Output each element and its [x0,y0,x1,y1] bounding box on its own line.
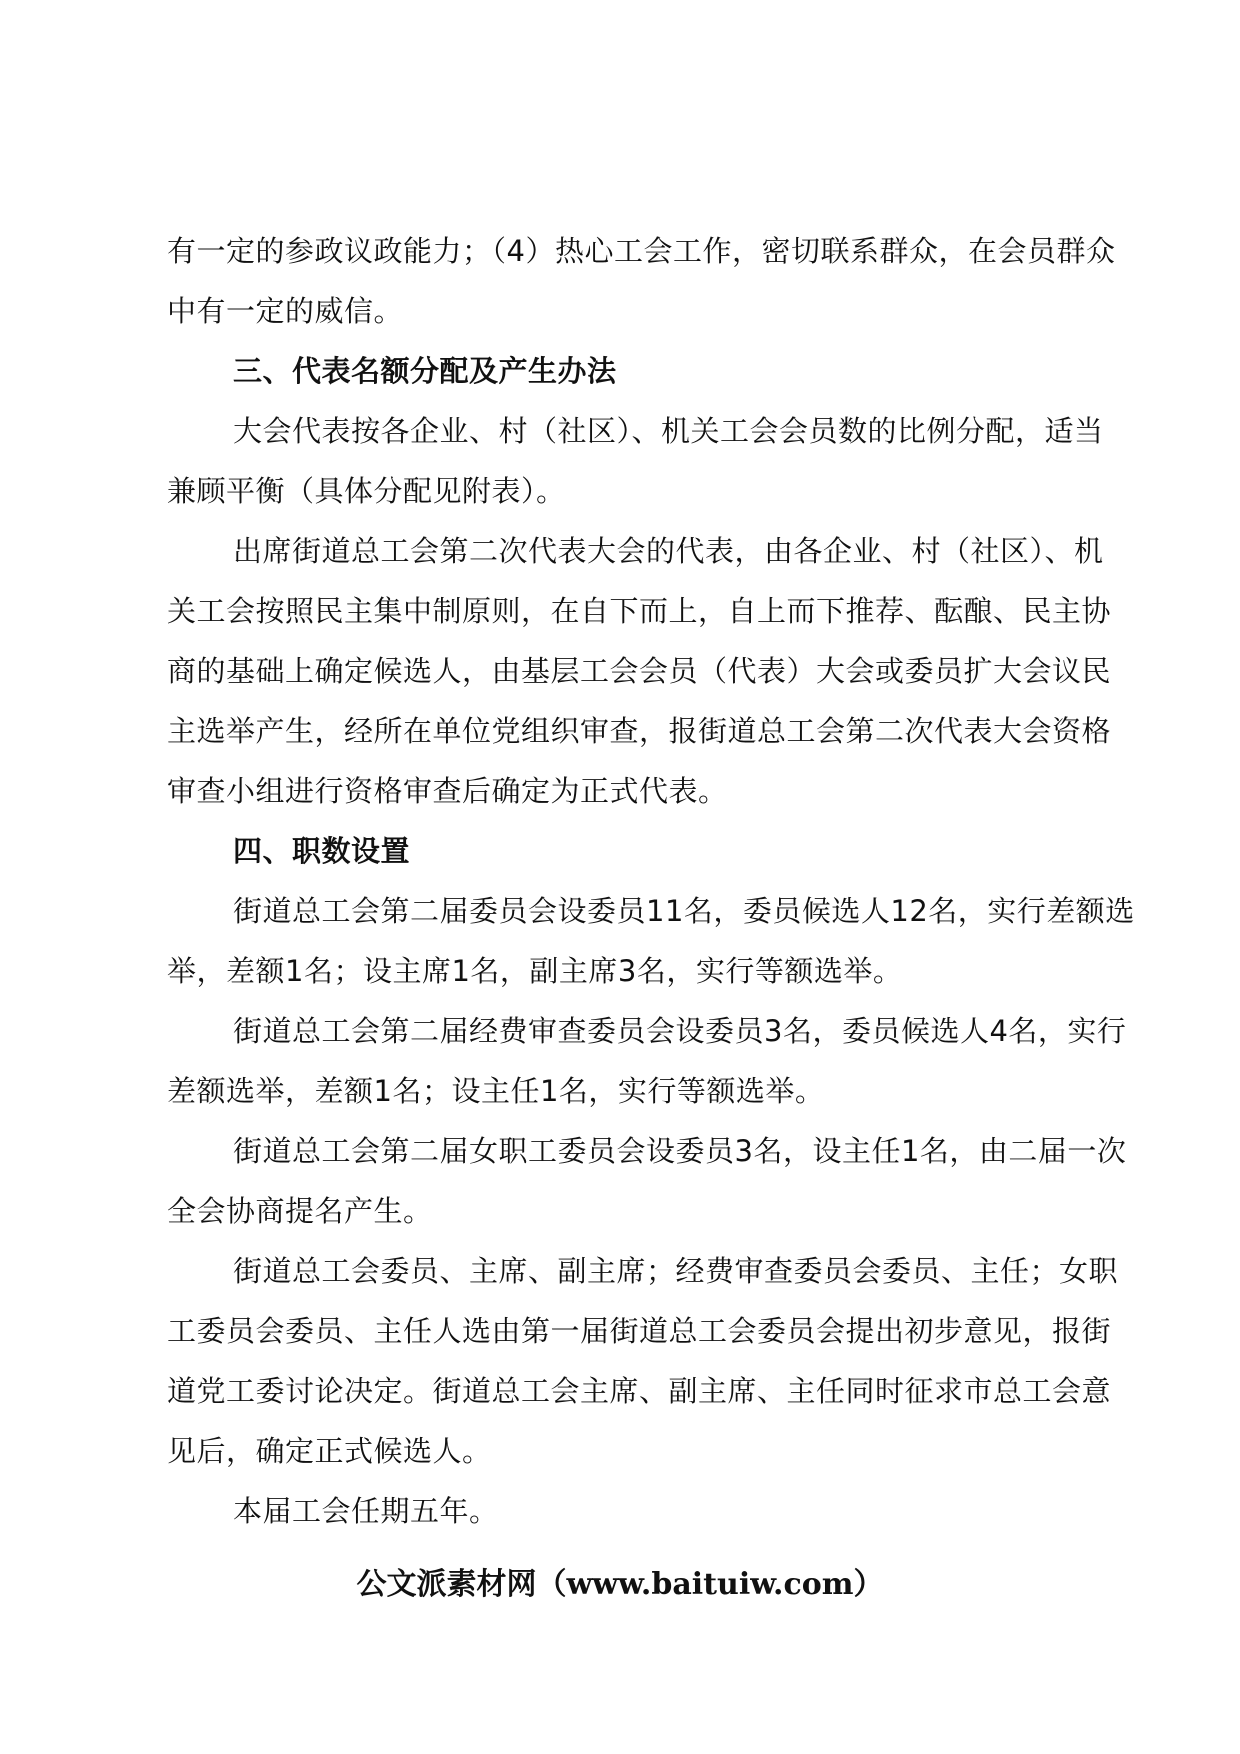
body-line-1: 有一定的参政议政能力；（4）热心工会工作，密切联系群众，在会员群众 [167,234,1116,268]
footer-watermark-text: 公文派素材网（www.baituiw.com） [356,1567,884,1602]
body-line-2: 中有一定的威信。 [167,294,404,328]
body-line-10: 审查小组进行资格审查后确定为正式代表。 [167,774,728,808]
body-line-6: 出席街道总工会第二次代表大会的代表，由各企业、村（社区）、机 [233,534,1104,568]
section-heading-3: 三、代表名额分配及产生办法 [233,354,617,388]
body-line-9: 主选举产生，经所在单位党组织审查，报街道总工会第二次代表大会资格 [167,714,1112,748]
body-line-8: 商的基础上确定候选人，由基层工会会员（代表）大会或委员扩大会议民 [167,654,1112,688]
body-line-5: 兼顾平衡（具体分配见附表）。 [167,474,566,508]
body-line-15: 差额选举，差额1名；设主任1名，实行等额选举。 [167,1074,825,1108]
body-line-12: 街道总工会第二届委员会设委员11名，委员候选人12名，实行差额选 [233,894,1135,928]
body-line-21: 见后，确定正式候选人。 [167,1434,492,1468]
body-line-17: 全会协商提名产生。 [167,1194,433,1228]
body-line-7: 关工会按照民主集中制原则，在自下而上，自上而下推荐、酝酿、民主协 [167,594,1112,628]
body-line-18: 街道总工会委员、主席、副主席；经费审查委员会委员、主任；女职 [233,1254,1119,1288]
body-line-19: 工委员会委员、主任人选由第一届街道总工会委员会提出初步意见，报街 [167,1314,1112,1348]
body-line-22: 本届工会任期五年。 [233,1494,499,1528]
body-line-14: 街道总工会第二届经费审查委员会设委员3名，委员候选人4名，实行 [233,1014,1127,1048]
body-line-13: 举，差额1名；设主席1名，副主席3名，实行等额选举。 [167,954,903,988]
body-line-20: 道党工委讨论决定。街道总工会主席、副主席、主任同时征求市总工会意 [167,1374,1112,1408]
body-line-4: 大会代表按各企业、村（社区）、机关工会会员数的比例分配，适当 [233,414,1104,448]
section-heading-4: 四、职数设置 [233,834,411,868]
body-line-16: 街道总工会第二届女职工委员会设委员3名，设主任1名，由二届一次 [233,1134,1127,1168]
